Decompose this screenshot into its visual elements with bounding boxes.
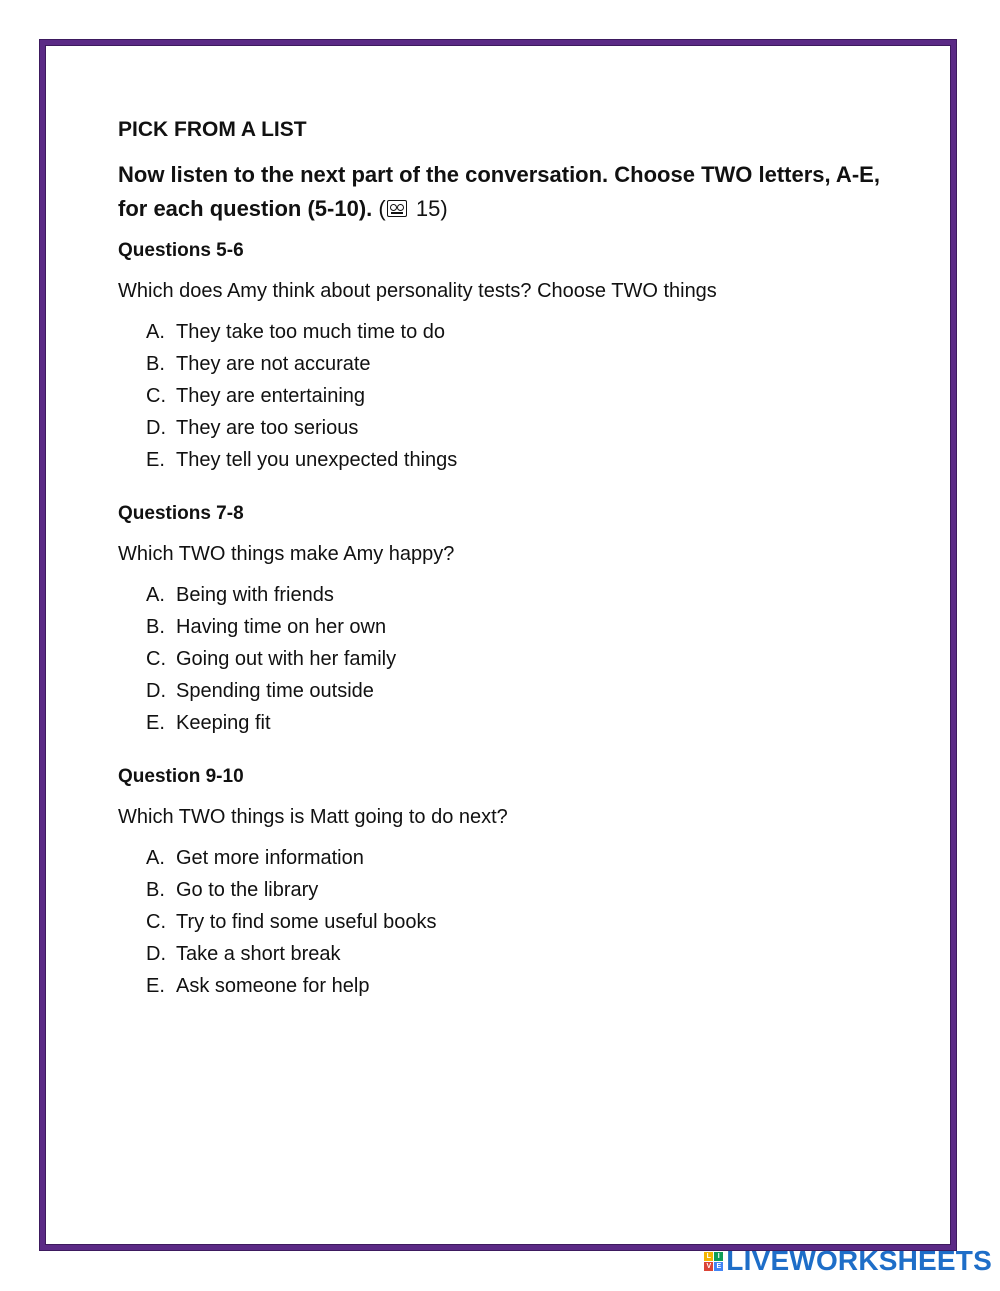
option-item[interactable] xyxy=(146,847,898,879)
question-group-9-10 xyxy=(118,766,898,1007)
option-letter: E. xyxy=(146,449,165,471)
option-text: Go to the library xyxy=(176,879,319,901)
option-letter: A. xyxy=(146,847,165,869)
question-prompt: Which TWO things make Amy happy? xyxy=(118,543,455,565)
option-item[interactable] xyxy=(146,616,898,648)
logo-block: I xyxy=(714,1252,723,1261)
instruction-text: Now listen to the next part of the conversation. Choose TWO letters, A-E, for each question (5-10). xyxy=(118,162,880,221)
option-letter: A. xyxy=(146,584,165,606)
option-text: They are too serious xyxy=(176,417,359,439)
option-letter: C. xyxy=(146,648,166,670)
logo-blocks-icon xyxy=(704,1252,723,1271)
option-letter: B. xyxy=(146,353,165,375)
question-heading: Question 9-10 xyxy=(118,766,244,787)
instruction xyxy=(118,158,898,226)
option-item[interactable] xyxy=(146,584,898,616)
option-item[interactable] xyxy=(146,449,898,481)
logo-block: E xyxy=(714,1262,723,1271)
option-text: They take too much time to do xyxy=(176,321,446,343)
option-item[interactable] xyxy=(146,975,898,1007)
question-heading: Questions 7-8 xyxy=(118,503,244,524)
options-list xyxy=(146,321,898,481)
instruction-open-paren: ( xyxy=(378,196,386,221)
option-item[interactable] xyxy=(146,943,898,975)
question-group-5-6 xyxy=(118,240,898,481)
options-list xyxy=(146,847,898,1007)
option-text: Having time on her own xyxy=(176,616,387,638)
option-item[interactable] xyxy=(146,911,898,943)
option-text: They are not accurate xyxy=(176,353,371,375)
option-item[interactable] xyxy=(146,353,898,385)
question-prompt: Which TWO things is Matt going to do next? xyxy=(118,806,508,828)
option-item[interactable] xyxy=(146,712,898,744)
option-item[interactable] xyxy=(146,648,898,680)
worksheet-content xyxy=(118,118,898,1029)
option-text: Ask someone for help xyxy=(176,975,370,997)
option-letter: E. xyxy=(146,712,165,734)
option-letter: D. xyxy=(146,943,166,965)
option-text: Keeping fit xyxy=(176,712,271,734)
option-letter: E. xyxy=(146,975,165,997)
option-text: Spending time outside xyxy=(176,680,374,702)
option-letter: B. xyxy=(146,879,165,901)
option-item[interactable] xyxy=(146,385,898,417)
track-number: 15) xyxy=(415,196,448,221)
option-letter: C. xyxy=(146,911,166,933)
question-group-7-8 xyxy=(118,503,898,744)
option-text: Get more information xyxy=(176,847,364,869)
option-item[interactable] xyxy=(146,879,898,911)
option-letter: D. xyxy=(146,417,166,439)
logo-block: L xyxy=(704,1252,713,1261)
option-item[interactable] xyxy=(146,680,898,712)
option-text: Try to find some useful books xyxy=(176,911,437,933)
option-text: Being with friends xyxy=(176,584,334,606)
option-text: Take a short break xyxy=(176,943,341,965)
option-item[interactable] xyxy=(146,321,898,353)
logo-block: V xyxy=(704,1262,713,1271)
liveworksheets-logo[interactable] xyxy=(704,1245,992,1277)
option-letter: D. xyxy=(146,680,166,702)
logo-text: LIVEWORKSHEETS xyxy=(726,1245,992,1276)
option-item[interactable] xyxy=(146,417,898,449)
option-letter: C. xyxy=(146,385,166,407)
option-text: They are entertaining xyxy=(176,385,366,407)
question-prompt: Which does Amy think about personality tests? Choose TWO things xyxy=(118,280,717,302)
option-letter: A. xyxy=(146,321,165,343)
option-text: They tell you unexpected things xyxy=(176,449,458,471)
question-heading: Questions 5-6 xyxy=(118,240,244,261)
options-list xyxy=(146,584,898,744)
option-letter: B. xyxy=(146,616,165,638)
cassette-icon xyxy=(387,200,407,217)
option-text: Going out with her family xyxy=(176,648,397,670)
section-title: PICK FROM A LIST xyxy=(118,118,307,141)
